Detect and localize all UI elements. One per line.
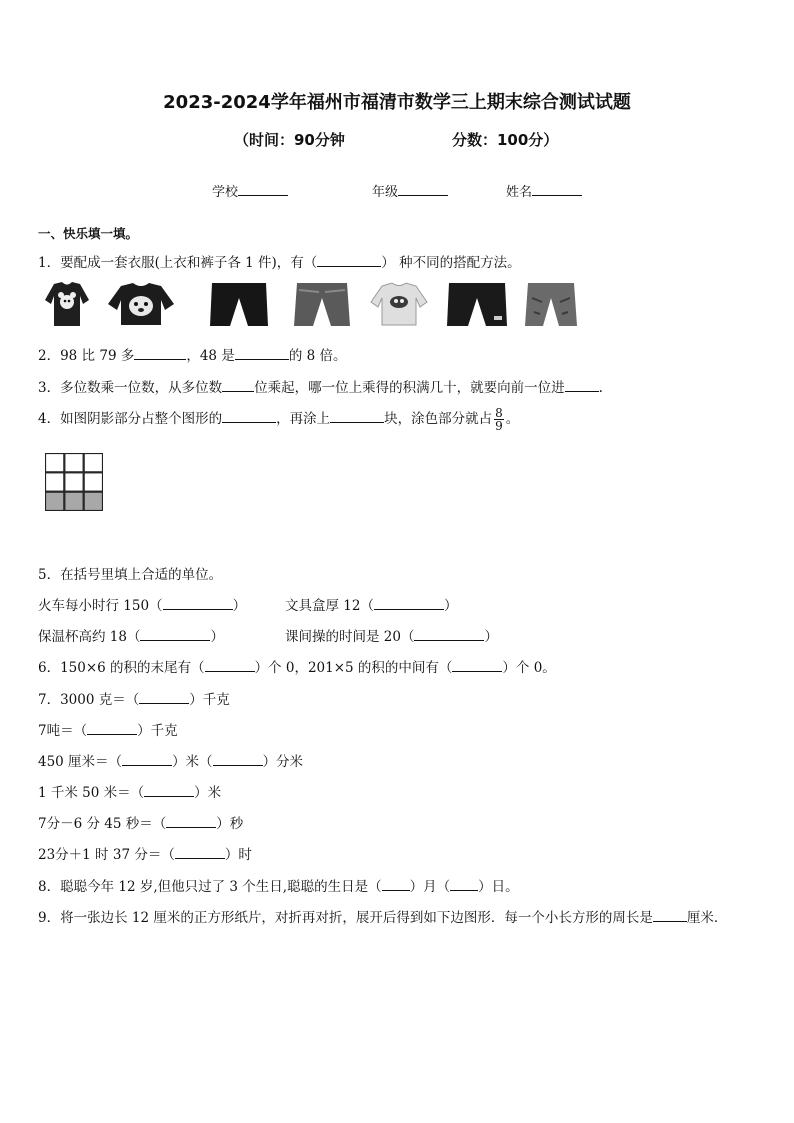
q7-l2-text-b: ）千克 (137, 723, 178, 739)
school-label: 学校 (212, 185, 239, 200)
grid-cell (65, 454, 83, 472)
q7-line-5 (38, 812, 243, 832)
pants-icon (444, 280, 510, 328)
q5-b-blank[interactable] (374, 597, 444, 610)
question-6 (38, 656, 556, 676)
shaded-cell (46, 492, 64, 510)
q6-text-b: ）个 0，201×5 的积的中间有（ (254, 660, 453, 676)
q7-l6-blank[interactable] (175, 846, 225, 859)
q5-item-d (285, 625, 498, 645)
q7-l3-blank-1[interactable] (122, 753, 172, 766)
q7-l4-blank[interactable] (144, 784, 194, 797)
exam-time: （时间：90分钟 (234, 131, 345, 149)
name-label: 姓名 (506, 185, 533, 200)
question-9 (38, 906, 727, 926)
fraction-numerator: 8 (495, 406, 503, 420)
grid-cell (84, 454, 102, 472)
q5-a-close: ） (232, 598, 247, 614)
q5-d-close: ） (484, 629, 498, 645)
q7-l4-text-a: 1 千米 50 米＝（ (38, 785, 145, 801)
q7-l5-text-b: ）秒 (216, 816, 244, 832)
q9-blank[interactable] (653, 909, 687, 922)
grid-cell (46, 454, 64, 472)
fraction-denominator: 9 (495, 419, 503, 433)
q8-text-c: ）日。 (478, 879, 519, 895)
q5-item-b (285, 594, 457, 614)
question-1 (38, 251, 521, 271)
q2-text-a: 2．98 比 79 多 (38, 348, 135, 364)
q7-l1-text-a: 7．3000 克＝（ (38, 692, 140, 708)
q5-c-blank[interactable] (140, 628, 210, 641)
q4-blank-1[interactable] (222, 410, 276, 423)
q7-line-2 (38, 719, 178, 739)
q1-suffix: ） 种不同的搭配方法。 (381, 255, 521, 271)
q7-line-1 (38, 688, 230, 708)
grid-cell (46, 473, 64, 491)
q5-b-text: 文具盒厚 12（ (285, 598, 374, 614)
q9-text-a: 9．将一张边长 12 厘米的正方形纸片，对折再对折，展开后得到如下边图形．每一个小长方形的周长是 (38, 910, 653, 926)
q7-l6-text-a: 23分＋1 时 37 分＝（ (38, 847, 175, 863)
q4-text-d: 。 (505, 411, 520, 427)
shaded-cell (65, 492, 83, 510)
q5-b-close: ） (443, 598, 458, 614)
q2-blank-1[interactable] (134, 347, 186, 360)
question-3 (38, 376, 603, 396)
grade-label: 年级 (372, 185, 399, 200)
grade-field[interactable] (372, 181, 448, 200)
q7-l3-text-a: 450 厘米＝（ (38, 754, 123, 770)
q4-text-b: ，再涂上 (276, 411, 331, 427)
q5-a-text: 火车每小时行 150（ (38, 598, 163, 614)
grid-cell (84, 473, 102, 491)
pants-icon (522, 280, 580, 328)
q8-text-a: 8．聪聪今年 12 岁,但他只过了 3 个生日,聪聪的生日是（ (38, 879, 382, 895)
pants-icon (208, 280, 270, 328)
grade-blank[interactable] (398, 183, 448, 196)
question-2 (38, 344, 346, 364)
q3-text-a: 3．多位数乘一位数，从多位数 (38, 380, 223, 396)
q4-text-a: 4．如图阴影部分占整个图形的 (38, 411, 223, 427)
q5-c-close: ） (210, 629, 224, 645)
q7-l3-text-c: ）分米 (262, 754, 304, 770)
fraction-eight-ninths (494, 407, 504, 432)
q2-text-c: 的 8 倍。 (288, 348, 347, 364)
q8-text-b: ）月（ (409, 879, 451, 895)
q7-l1-blank[interactable] (139, 691, 189, 704)
page-title: 2023-2024学年福州市福清市数学三上期末综合测试试题 (163, 92, 631, 113)
grid-cell (65, 473, 83, 491)
q5-d-text: 课间操的时间是 20（ (285, 629, 415, 645)
section-heading: 一、快乐填一填。 (38, 226, 139, 241)
q7-l1-text-b: ）千克 (189, 692, 230, 708)
q5-c-text: 保温杯高约 18（ (38, 629, 141, 645)
name-field[interactable] (506, 181, 582, 200)
school-field[interactable] (212, 181, 288, 200)
q6-text-a: 6．150×6 的积的末尾有（ (38, 660, 205, 676)
q1-blank[interactable] (317, 254, 381, 267)
name-blank[interactable] (532, 183, 582, 196)
q7-line-3 (38, 750, 303, 770)
question-5: 5．在括号里填上合适的单位。 (38, 567, 223, 583)
q5-item-a (38, 594, 246, 614)
q7-l2-text-a: 7吨＝（ (38, 723, 88, 739)
pants-icon (291, 280, 353, 328)
q6-blank-1[interactable] (205, 659, 255, 672)
q1-prefix: 1．要配成一套衣服(上衣和裤子各 1 件)，有（ (38, 255, 318, 271)
question-4 (38, 402, 519, 436)
q6-text-c: ）个 0。 (502, 660, 556, 676)
shaded-grid-figure (45, 453, 103, 511)
q4-text-c: 块，涂色部分就占 (384, 411, 493, 427)
q2-text-b: ，48 是 (186, 348, 235, 364)
q4-blank-2[interactable] (330, 410, 384, 423)
sweater-icon (370, 280, 428, 328)
q9-text-b: 厘米． (686, 910, 728, 926)
q5-a-blank[interactable] (163, 597, 233, 610)
q7-l5-text-a: 7分－6 分 45 秒＝（ (38, 816, 167, 832)
clothes-pictures (44, 280, 584, 328)
q3-text-c: . (598, 380, 603, 396)
q7-l6-text-b: ）时 (224, 847, 252, 863)
q5-item-c (38, 625, 224, 645)
question-8 (38, 875, 519, 895)
q5-d-blank[interactable] (414, 628, 484, 641)
sweater-icon (44, 280, 90, 328)
q7-l5-blank[interactable] (166, 815, 216, 828)
q3-blank-2[interactable] (565, 379, 599, 392)
sweater-icon (107, 280, 175, 328)
q7-line-4 (38, 781, 221, 801)
shaded-cell (84, 492, 102, 510)
q7-line-6 (38, 843, 252, 863)
q3-text-b: 位乘起，哪一位上乘得的积满几十，就要向前一位进 (254, 380, 565, 396)
q7-l2-blank[interactable] (87, 722, 137, 735)
q8-blank-2[interactable] (450, 878, 478, 891)
q3-blank-1[interactable] (222, 379, 254, 392)
exam-score: 分数：100分） (452, 131, 559, 149)
q6-blank-2[interactable] (452, 659, 502, 672)
q7-l3-text-b: ）米（ (172, 754, 213, 770)
q7-l3-blank-2[interactable] (213, 753, 263, 766)
q7-l4-text-b: ）米 (194, 785, 222, 801)
school-blank[interactable] (238, 183, 288, 196)
q2-blank-2[interactable] (235, 347, 289, 360)
q8-blank-1[interactable] (382, 878, 410, 891)
